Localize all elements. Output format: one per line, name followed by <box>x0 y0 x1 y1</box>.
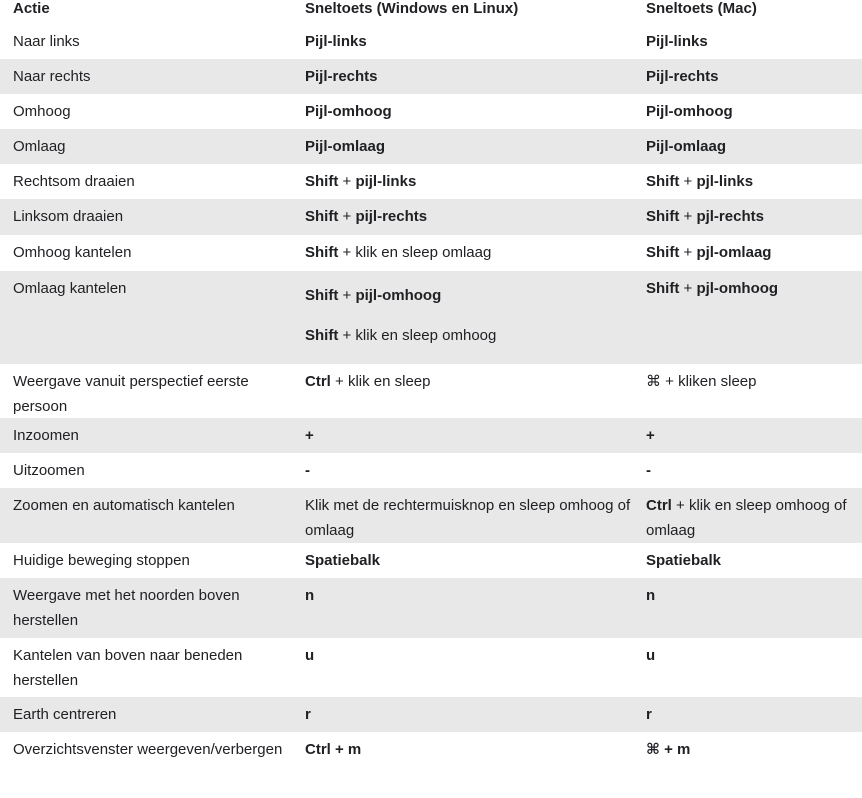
mac-shortcut-cell <box>633 129 862 164</box>
mac-shortcut-cell <box>633 235 862 271</box>
shortcut-line <box>305 458 633 483</box>
key-label: n <box>646 587 656 604</box>
action-cell: Omhoog kantelen <box>13 244 132 261</box>
key-label: - <box>646 462 651 479</box>
windows-shortcut-cell <box>292 199 633 235</box>
shortcut-text: + <box>338 173 356 190</box>
windows-shortcut-cell <box>292 94 633 129</box>
shortcut-line <box>646 204 862 229</box>
action-cell: Zoomen en automatisch kantelen <box>13 497 235 514</box>
key-label: pijl-rechts <box>355 208 428 225</box>
table-row <box>0 24 862 59</box>
mac-shortcut-cell <box>633 24 862 59</box>
table-row <box>0 697 862 732</box>
shortcut-line <box>646 702 862 727</box>
table-header <box>0 0 862 24</box>
header-windows: Sneltoets (Windows en Linux) <box>305 0 519 17</box>
action-cell: Weergave met het noorden boven herstellen <box>13 587 240 629</box>
mac-shortcut-cell <box>633 418 862 453</box>
mac-shortcut-cell <box>633 453 862 488</box>
table-row <box>0 578 862 638</box>
windows-shortcut-cell <box>292 453 633 488</box>
key-label: Spatiebalk <box>646 552 722 569</box>
shortcut-line <box>646 493 862 543</box>
shortcut-text: + klik en sleep omhoog <box>338 327 497 344</box>
mac-shortcut-cell <box>633 697 862 732</box>
shortcut-line <box>646 29 862 54</box>
key-label: Pijl-rechts <box>646 68 719 85</box>
action-cell: Uitzoomen <box>13 462 85 479</box>
windows-shortcut-cell <box>292 578 633 638</box>
table-row <box>0 488 862 543</box>
key-label: Shift <box>305 327 339 344</box>
table-row <box>0 732 862 786</box>
shortcut-text: + <box>338 208 356 225</box>
shortcut-line <box>305 323 633 348</box>
key-label: Pijl-omhoog <box>646 103 733 120</box>
table-row <box>0 543 862 578</box>
shortcut-line <box>305 643 633 668</box>
shortcut-line <box>305 702 633 727</box>
key-label: Shift <box>305 287 339 304</box>
action-cell: Kantelen van boven naar beneden herstellen <box>13 647 243 689</box>
shortcut-text: + klik en sleep <box>330 373 431 390</box>
action-cell: Weergave vanuit perspectief eerste persoon <box>13 373 249 415</box>
shortcut-line <box>646 369 862 394</box>
table-row <box>0 453 862 488</box>
key-label: + <box>305 427 314 444</box>
windows-shortcut-cell <box>292 543 633 578</box>
mac-shortcut-cell <box>633 578 862 638</box>
key-label: u <box>305 647 315 664</box>
mac-shortcut-cell <box>633 94 862 129</box>
shortcut-line <box>305 240 633 265</box>
key-label: u <box>646 647 656 664</box>
shortcut-text: + <box>679 208 697 225</box>
shortcut-line <box>305 423 633 448</box>
shortcut-line <box>305 99 633 124</box>
shortcut-line <box>305 493 633 543</box>
table-row <box>0 164 862 199</box>
shortcut-text: + <box>338 287 356 304</box>
mac-shortcut-cell <box>633 543 862 578</box>
windows-shortcut-cell <box>292 164 633 199</box>
key-label: Shift <box>646 244 680 261</box>
shortcut-line <box>646 240 862 265</box>
shortcut-text: + klik en sleep omlaag <box>338 244 492 261</box>
key-label: n <box>305 587 315 604</box>
windows-shortcut-cell <box>292 24 633 59</box>
key-label: r <box>305 706 311 723</box>
table-row <box>0 364 862 418</box>
action-cell: Huidige beweging stoppen <box>13 552 190 569</box>
table-row <box>0 271 862 364</box>
shortcut-line <box>646 458 862 483</box>
shortcut-line <box>305 737 633 762</box>
windows-shortcut-cell <box>292 364 633 418</box>
key-label: Ctrl <box>305 373 331 390</box>
shortcut-line <box>305 29 633 54</box>
key-label: Shift <box>646 280 680 297</box>
shortcut-line <box>305 204 633 229</box>
windows-shortcut-cell <box>292 129 633 164</box>
key-label: pjl-omhoog <box>696 280 779 297</box>
key-label: Shift <box>646 173 680 190</box>
shortcut-line <box>646 134 862 159</box>
table-body <box>0 24 862 786</box>
action-cell: Omlaag kantelen <box>13 280 127 297</box>
key-label: pijl-links <box>355 173 417 190</box>
key-label: r <box>646 706 652 723</box>
key-label: Shift <box>305 208 339 225</box>
action-cell: Naar rechts <box>13 68 91 85</box>
key-label: Pijl-links <box>646 33 708 50</box>
key-label: - <box>305 462 310 479</box>
key-label: Pijl-omlaag <box>646 138 727 155</box>
key-label: + <box>646 427 655 444</box>
windows-shortcut-cell <box>292 638 633 697</box>
shortcut-text: + <box>679 244 697 261</box>
key-label: ⌘ + m <box>646 741 691 758</box>
shortcut-text: + <box>679 280 697 297</box>
shortcut-line <box>646 643 862 668</box>
table-row <box>0 94 862 129</box>
action-cell: Overzichtsvenster weergeven/verbergen <box>13 741 283 758</box>
table-row <box>0 418 862 453</box>
table-row <box>0 638 862 697</box>
action-cell: Inzoomen <box>13 427 79 444</box>
shortcut-line <box>646 276 862 301</box>
shortcut-line <box>305 134 633 159</box>
table-row <box>0 235 862 271</box>
action-cell: Earth centreren <box>13 706 117 723</box>
shortcut-line <box>646 737 862 762</box>
key-label: Ctrl + m <box>305 741 362 758</box>
windows-shortcut-cell <box>292 697 633 732</box>
table-row <box>0 199 862 235</box>
shortcut-line <box>305 169 633 194</box>
shortcut-line <box>305 64 633 89</box>
mac-shortcut-cell <box>633 364 862 418</box>
key-label: Ctrl <box>646 497 672 514</box>
shortcut-line <box>305 548 633 573</box>
key-label: pjl-rechts <box>696 208 764 225</box>
shortcut-line <box>305 283 633 308</box>
mac-shortcut-cell <box>633 638 862 697</box>
key-label: Spatiebalk <box>305 552 381 569</box>
shortcut-line <box>646 583 862 608</box>
key-label: Shift <box>646 208 680 225</box>
mac-shortcut-cell <box>633 59 862 94</box>
action-cell: Omhoog <box>13 103 71 120</box>
shortcut-line <box>646 64 862 89</box>
windows-shortcut-cell <box>292 732 633 786</box>
shortcut-line <box>646 99 862 124</box>
windows-shortcut-cell <box>292 59 633 94</box>
shortcut-text: + klik en sleep omhoog of omlaag <box>646 497 847 539</box>
header-action: Actie <box>13 0 50 17</box>
mac-shortcut-cell <box>633 732 862 786</box>
shortcut-text: Klik met de rechtermuisknop en sleep omhoog of omlaag <box>305 497 631 539</box>
shortcut-line <box>646 423 862 448</box>
windows-shortcut-cell <box>292 271 633 364</box>
mac-shortcut-cell <box>633 199 862 235</box>
key-label: pjl-omlaag <box>696 244 772 261</box>
key-label: Pijl-omhoog <box>305 103 392 120</box>
shortcut-line <box>646 169 862 194</box>
mac-shortcut-cell <box>633 271 862 364</box>
table-row <box>0 59 862 94</box>
key-label: Shift <box>305 244 339 261</box>
action-cell: Linksom draaien <box>13 208 124 225</box>
action-cell: Rechtsom draaien <box>13 173 135 190</box>
key-label: pjl-links <box>696 173 754 190</box>
shortcut-text: + <box>679 173 697 190</box>
key-label: Pijl-links <box>305 33 367 50</box>
action-cell: Naar links <box>13 33 80 50</box>
key-label: Pijl-rechts <box>305 68 378 85</box>
shortcut-line <box>305 369 633 394</box>
shortcut-text: ⌘ + kliken sleep <box>646 373 757 390</box>
header-mac: Sneltoets (Mac) <box>646 0 757 17</box>
key-label: pijl-omhoog <box>355 287 442 304</box>
windows-shortcut-cell <box>292 418 633 453</box>
mac-shortcut-cell <box>633 488 862 543</box>
shortcut-line <box>305 583 633 608</box>
mac-shortcut-cell <box>633 164 862 199</box>
key-label: Pijl-omlaag <box>305 138 386 155</box>
shortcut-line <box>646 548 862 573</box>
table-row <box>0 129 862 164</box>
action-cell: Omlaag <box>13 138 66 155</box>
key-label: Shift <box>305 173 339 190</box>
windows-shortcut-cell <box>292 235 633 271</box>
windows-shortcut-cell <box>292 488 633 543</box>
